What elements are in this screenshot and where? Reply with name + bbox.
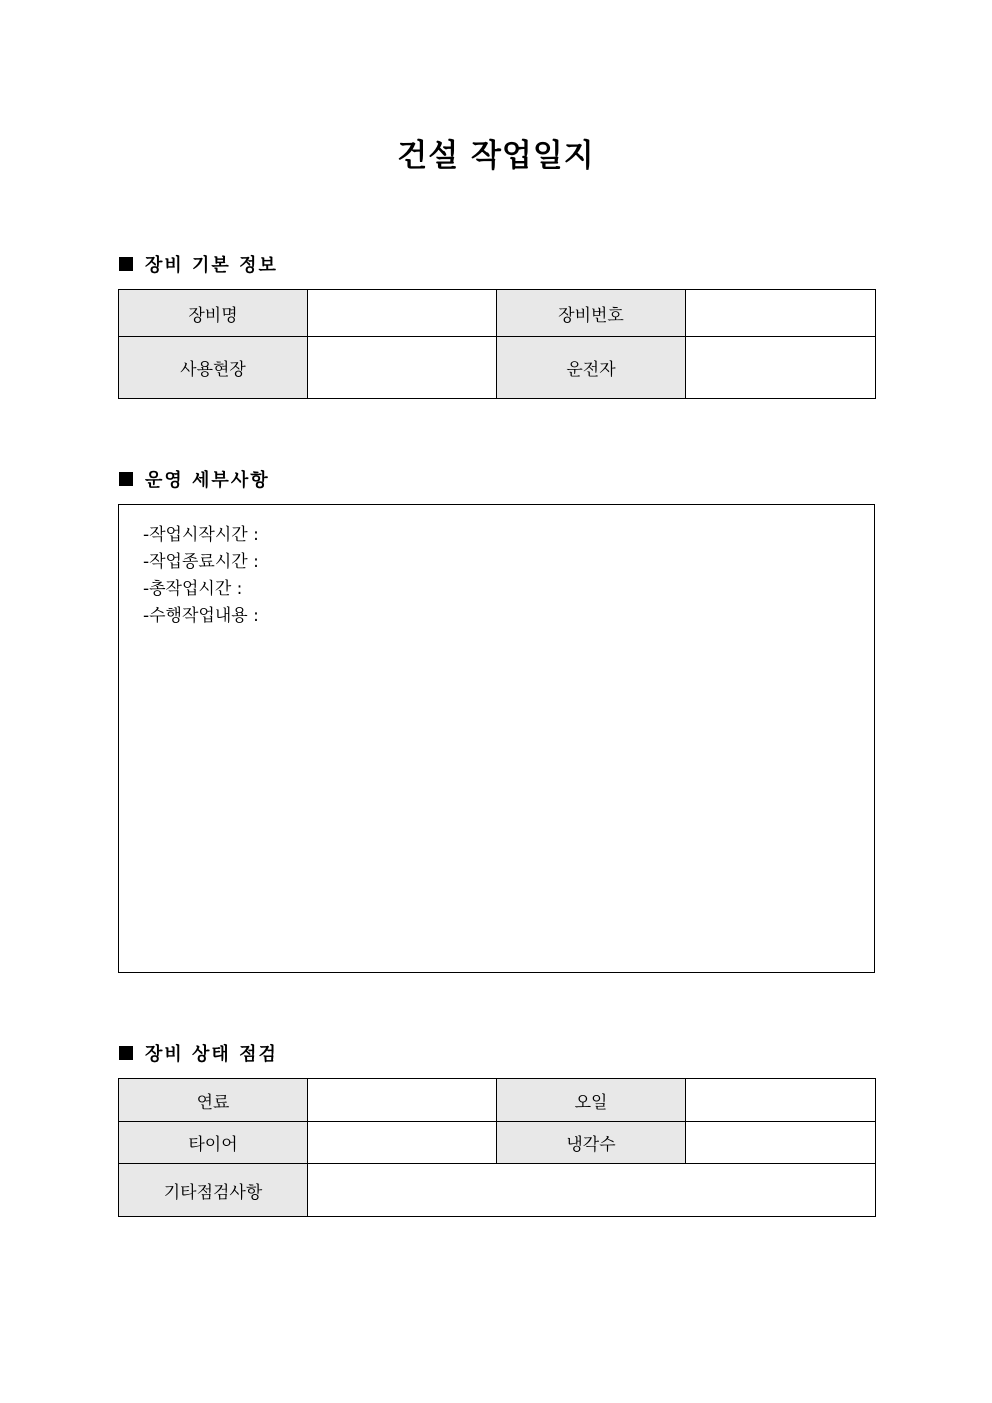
operator-label: 운전자 bbox=[497, 337, 686, 399]
equipment-name-label: 장비명 bbox=[119, 290, 308, 337]
equipment-number-field[interactable] bbox=[686, 290, 876, 337]
coolant-label: 냉각수 bbox=[497, 1122, 686, 1164]
operation-details-box[interactable] bbox=[118, 504, 875, 973]
section-heading-equipment-check bbox=[119, 1040, 278, 1066]
other-check-field[interactable] bbox=[308, 1164, 876, 1217]
table-row bbox=[119, 290, 876, 337]
tire-label: 타이어 bbox=[119, 1122, 308, 1164]
other-check-label: 기타점검사항 bbox=[119, 1164, 308, 1217]
section-heading-label: 장비 기본 정보 bbox=[145, 255, 278, 276]
table-row bbox=[119, 337, 876, 399]
section-heading-label: 운영 세부사항 bbox=[145, 470, 270, 491]
fuel-field[interactable] bbox=[308, 1079, 497, 1122]
table-row bbox=[119, 1164, 876, 1217]
square-bullet-icon bbox=[119, 472, 133, 486]
equipment-check-table bbox=[118, 1078, 876, 1217]
operator-field[interactable] bbox=[686, 337, 876, 399]
section-heading-operation-details bbox=[119, 466, 270, 492]
equipment-number-label: 장비번호 bbox=[497, 290, 686, 337]
tire-field[interactable] bbox=[308, 1122, 497, 1164]
table-row bbox=[119, 1122, 876, 1164]
equipment-name-field[interactable] bbox=[308, 290, 497, 337]
work-start-time-line: -작업시작시간 : bbox=[143, 525, 259, 545]
site-label: 사용현장 bbox=[119, 337, 308, 399]
fuel-label: 연료 bbox=[119, 1079, 308, 1122]
document-title: 건설 작업일지 bbox=[397, 138, 595, 174]
oil-label: 오일 bbox=[497, 1079, 686, 1122]
table-row bbox=[119, 1079, 876, 1122]
work-end-time-line: -작업종료시간 : bbox=[143, 552, 259, 572]
equipment-info-table bbox=[118, 289, 876, 399]
coolant-field[interactable] bbox=[686, 1122, 876, 1164]
oil-field[interactable] bbox=[686, 1079, 876, 1122]
square-bullet-icon bbox=[119, 257, 133, 271]
total-work-time-line: -총작업시간 : bbox=[143, 579, 243, 599]
work-content-line: -수행작업내용 : bbox=[143, 606, 259, 626]
square-bullet-icon bbox=[119, 1046, 133, 1060]
section-heading-equipment-info bbox=[119, 251, 278, 277]
site-field[interactable] bbox=[308, 337, 497, 399]
section-heading-label: 장비 상태 점검 bbox=[145, 1044, 278, 1065]
